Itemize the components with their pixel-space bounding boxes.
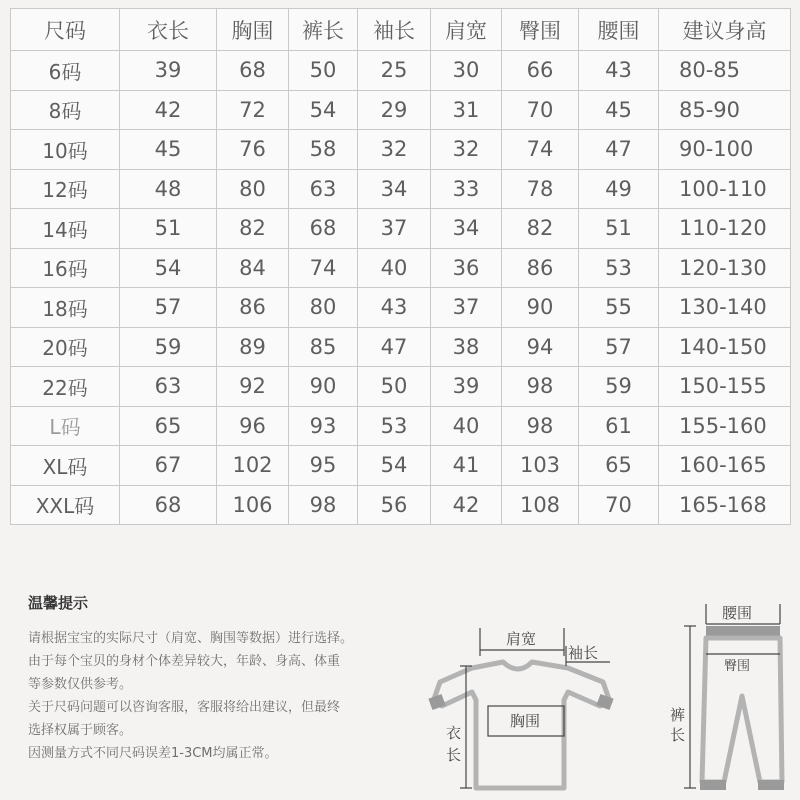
header-hip: 臀围 [502,9,579,51]
table-row [11,209,791,249]
row-sleeve: 29 [358,90,431,130]
row-shoulder: 41 [431,446,502,486]
row-top-length: 59 [120,327,217,367]
row-waist: 65 [579,446,659,486]
header-top-length: 衣长 [120,9,217,51]
waist-label: 腰围 [722,604,753,622]
row-suggested-height: 150-155 [659,367,791,407]
row-size: 18码 [11,288,120,328]
row-pants-length: 50 [289,51,358,91]
table-row [11,169,791,209]
row-top-length: 67 [120,446,217,486]
row-chest: 68 [217,51,289,91]
row-shoulder: 37 [431,288,502,328]
row-hip: 86 [502,248,579,288]
header-chest: 胸围 [217,9,289,51]
row-hip: 66 [502,51,579,91]
row-sleeve: 47 [358,327,431,367]
row-size: L码 [11,406,120,446]
pants-measurement-diagram [660,600,790,795]
header-sleeve: 袖长 [358,9,431,51]
table-row [11,288,791,328]
row-size: 16码 [11,248,120,288]
table-row [11,51,791,91]
row-size: XL码 [11,446,120,486]
row-suggested-height: 160-165 [659,446,791,486]
row-size: 12码 [11,169,120,209]
row-top-length: 63 [120,367,217,407]
row-top-length: 57 [120,288,217,328]
right-ankle-cuff [758,780,784,790]
pants-length-label-1: 裤 [670,706,686,724]
size-chart-table [10,8,791,525]
table-row [11,248,791,288]
row-suggested-height: 100-110 [659,169,791,209]
tips-line: 等参数仅供参考。 [28,677,133,692]
row-chest: 92 [217,367,289,407]
row-chest: 86 [217,288,289,328]
row-pants-length: 63 [289,169,358,209]
row-waist: 59 [579,367,659,407]
row-size: XXL码 [11,485,120,525]
row-hip: 94 [502,327,579,367]
row-suggested-height: 80-85 [659,51,791,91]
row-pants-length: 68 [289,209,358,249]
row-sleeve: 37 [358,209,431,249]
tips-line: 请根据宝宝的实际尺寸（肩宽、胸围等数据）进行选择。 [28,631,354,646]
row-shoulder: 30 [431,51,502,91]
table-row [11,90,791,130]
tips-section [28,592,428,765]
length-label-2: 长 [446,746,462,764]
row-shoulder: 39 [431,367,502,407]
row-waist: 45 [579,90,659,130]
row-chest: 82 [217,209,289,249]
row-size: 14码 [11,209,120,249]
table-body [11,51,791,525]
row-suggested-height: 130-140 [659,288,791,328]
row-top-length: 42 [120,90,217,130]
row-shoulder: 34 [431,209,502,249]
row-chest: 106 [217,485,289,525]
row-top-length: 48 [120,169,217,209]
row-shoulder: 31 [431,90,502,130]
sleeve-label: 袖长 [568,644,599,662]
tips-title: 温馨提示 [28,594,89,612]
row-top-length: 68 [120,485,217,525]
header-waist: 腰围 [579,9,659,51]
row-sleeve: 50 [358,367,431,407]
row-chest: 80 [217,169,289,209]
row-top-length: 54 [120,248,217,288]
row-hip: 108 [502,485,579,525]
row-pants-length: 98 [289,485,358,525]
row-shoulder: 32 [431,130,502,170]
row-sleeve: 43 [358,288,431,328]
table-row [11,367,791,407]
row-hip: 82 [502,209,579,249]
row-size: 6码 [11,51,120,91]
row-suggested-height: 85-90 [659,90,791,130]
row-sleeve: 32 [358,130,431,170]
row-pants-length: 93 [289,406,358,446]
row-suggested-height: 90-100 [659,130,791,170]
row-waist: 57 [579,327,659,367]
row-pants-length: 54 [289,90,358,130]
row-shoulder: 33 [431,169,502,209]
tips-line: 因测量方式不同尺码误差1-3CM均属正常。 [28,746,278,761]
left-ankle-cuff [700,780,726,790]
header-size: 尺码 [11,9,120,51]
row-sleeve: 40 [358,248,431,288]
row-suggested-height: 120-130 [659,248,791,288]
table-row [11,327,791,367]
row-pants-length: 85 [289,327,358,367]
row-pants-length: 74 [289,248,358,288]
row-hip: 98 [502,406,579,446]
hip-label: 臀围 [724,659,751,674]
row-chest: 72 [217,90,289,130]
table-row [11,485,791,525]
row-hip: 78 [502,169,579,209]
row-top-length: 51 [120,209,217,249]
row-waist: 61 [579,406,659,446]
row-hip: 98 [502,367,579,407]
row-chest: 89 [217,327,289,367]
row-chest: 76 [217,130,289,170]
row-waist: 43 [579,51,659,91]
row-waist: 51 [579,209,659,249]
row-shoulder: 42 [431,485,502,525]
row-sleeve: 56 [358,485,431,525]
row-suggested-height: 110-120 [659,209,791,249]
table-row [11,446,791,486]
row-pants-length: 95 [289,446,358,486]
tips-line: 由于每个宝贝的身材个体差异较大，年龄、身高、体重 [28,654,341,669]
header-suggested-height: 建议身高 [659,9,791,51]
row-chest: 96 [217,406,289,446]
row-waist: 70 [579,485,659,525]
row-shoulder: 38 [431,327,502,367]
table-row [11,130,791,170]
row-chest: 102 [217,446,289,486]
row-sleeve: 34 [358,169,431,209]
row-top-length: 39 [120,51,217,91]
table-header-row [11,9,791,51]
row-size: 22码 [11,367,120,407]
header-pants-length: 裤长 [289,9,358,51]
length-label-1: 衣 [446,724,462,742]
row-pants-length: 90 [289,367,358,407]
shoulder-label: 肩宽 [506,630,537,648]
row-sleeve: 53 [358,406,431,446]
row-hip: 103 [502,446,579,486]
row-suggested-height: 165-168 [659,485,791,525]
row-shoulder: 36 [431,248,502,288]
row-pants-length: 80 [289,288,358,328]
row-sleeve: 25 [358,51,431,91]
row-waist: 49 [579,169,659,209]
row-suggested-height: 140-150 [659,327,791,367]
row-suggested-height: 155-160 [659,406,791,446]
row-size: 10码 [11,130,120,170]
row-hip: 70 [502,90,579,130]
tips-line: 选择权属于顾客。 [28,723,133,738]
tips-line: 关于尺码问题可以咨询客服，客服将给出建议，但最终 [28,700,341,715]
top-measurement-diagram [428,610,628,795]
row-waist: 55 [579,288,659,328]
row-chest: 84 [217,248,289,288]
row-top-length: 65 [120,406,217,446]
chest-label: 胸围 [510,712,541,730]
header-shoulder: 肩宽 [431,9,502,51]
row-sleeve: 54 [358,446,431,486]
pants-length-label-2: 长 [670,726,686,744]
row-top-length: 45 [120,130,217,170]
row-hip: 90 [502,288,579,328]
row-shoulder: 40 [431,406,502,446]
row-pants-length: 58 [289,130,358,170]
row-size: 8码 [11,90,120,130]
row-waist: 47 [579,130,659,170]
row-size: 20码 [11,327,120,367]
table-row [11,406,791,446]
row-hip: 74 [502,130,579,170]
row-waist: 53 [579,248,659,288]
